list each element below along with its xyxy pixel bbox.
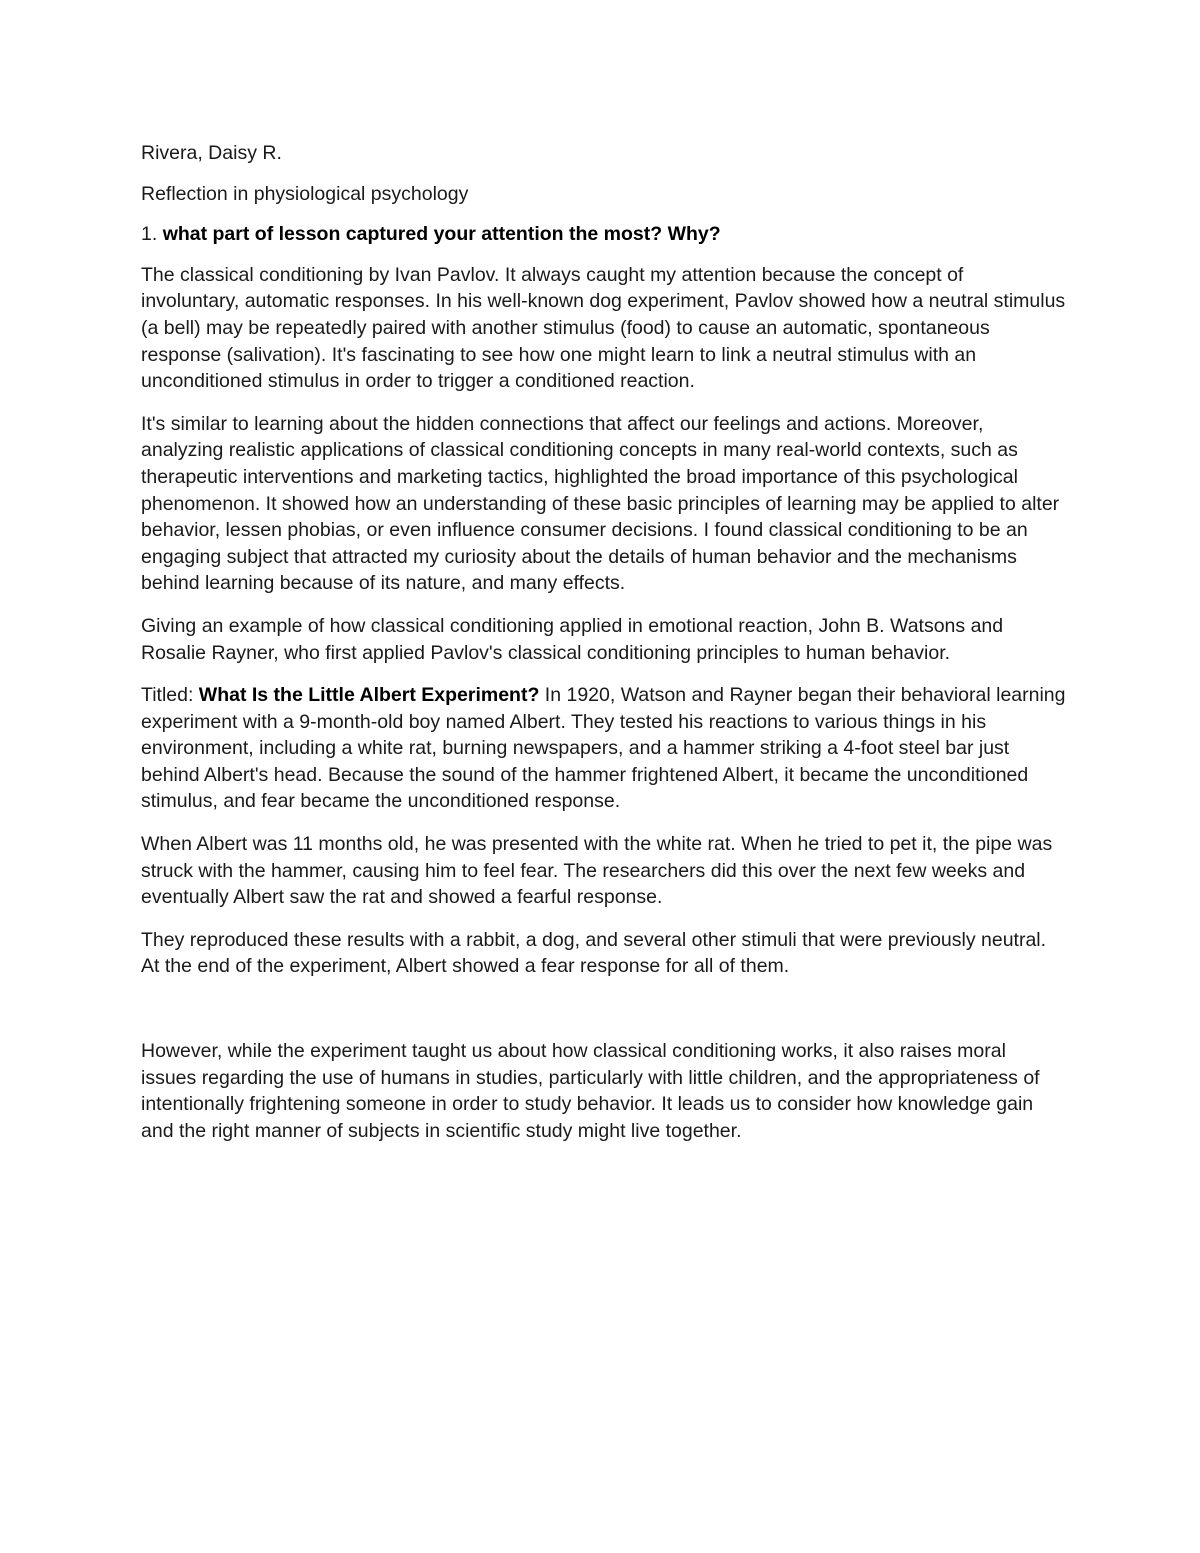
blank-line [141,996,1066,1038]
paragraph-eleven-months: When Albert was 11 months old, he was presented with the white rat. When he tried to pet it, the pipe was struck with the hammer, causing him to feel fear. The researchers did this over the next few weeks and eventually Albert saw the rat and showed a fearful response. [141,833,1053,909]
titled-prefix: Titled: [141,684,199,707]
paragraph-reproduced-results: They reproduced these results with a rabbit, a dog, and several other stimuli that were previously neutral. At the end of the experiment, Albert showed a fear response for all of them. [141,928,1047,978]
paragraph-watson-rayner: Giving an example of how classical conditioning applied in emotional reaction, John B. Watsons and Rosalie Rayner, who first applied Pavlov's classical conditioning principles to human behavior. [141,614,1004,664]
little-albert-title: What Is the Little Albert Experiment? [198,684,540,707]
little-albert-text: In 1920, Watson and Rayner began their behavioral learning experiment with a 9-month-old boy named Albert. They tested his reactions to various things in his environment, including a white rat, burning newspapers, and a hammer striking a 4-foot steel bar just behind Albert's head. Because the sound of the hammer frightened Albert, it became the unconditioned stimulus, and fear became the unconditioned response. [141,684,1066,813]
paragraph-hidden-connections: It's similar to learning about the hidden connections that affect our feelings and actions. Moreover, analyzing realistic applications of classical conditioning concepts in many real-world contexts, such as therapeutic interventions and marketing tactics, highlighted the broad importance of this psychological phenomenon. It showed how an understanding of these basic principles of learning may be applied to alter behavior, lessen phobias, or even influence consumer decisions. I found classical conditioning to be an engaging subject that attracted my curiosity about the details of human behavior and the mechanisms behind learning because of its nature, and many effects. [141,412,1060,595]
author-line: Rivera, Daisy R. [141,142,282,164]
question-heading [141,221,1066,248]
question-number: 1. [141,223,163,246]
document-body [141,140,1066,1160]
question-text: what part of lesson captured your attention the most? Why? [162,223,721,246]
paragraph-little-albert [141,682,1066,815]
paragraph-moral-issues: However, while the experiment taught us about how classical conditioning works, it also raises moral issues regarding the use of humans in studies, particularly with little children, and the appropriateness of intentionally frightening someone in order to study behavior. It leads us to consider how knowledge gain and the right manner of subjects in scientific study might live together. [141,1040,1040,1142]
document-subtitle: Reflection in physiological psychology [141,182,469,205]
paragraph-pavlov: The classical conditioning by Ivan Pavlov. It always caught my attention because the concept of involuntary, automatic responses. In his well-known dog experiment, Pavlov showed how a neutral stimulus (a bell) may be repeatedly paired with another stimulus (food) to cause an automatic, spontaneous response (salivation). It's fascinating to see how one might learn to link a neutral stimulus with an unconditioned stimulus in order to trigger a conditioned reaction. [141,263,1066,393]
